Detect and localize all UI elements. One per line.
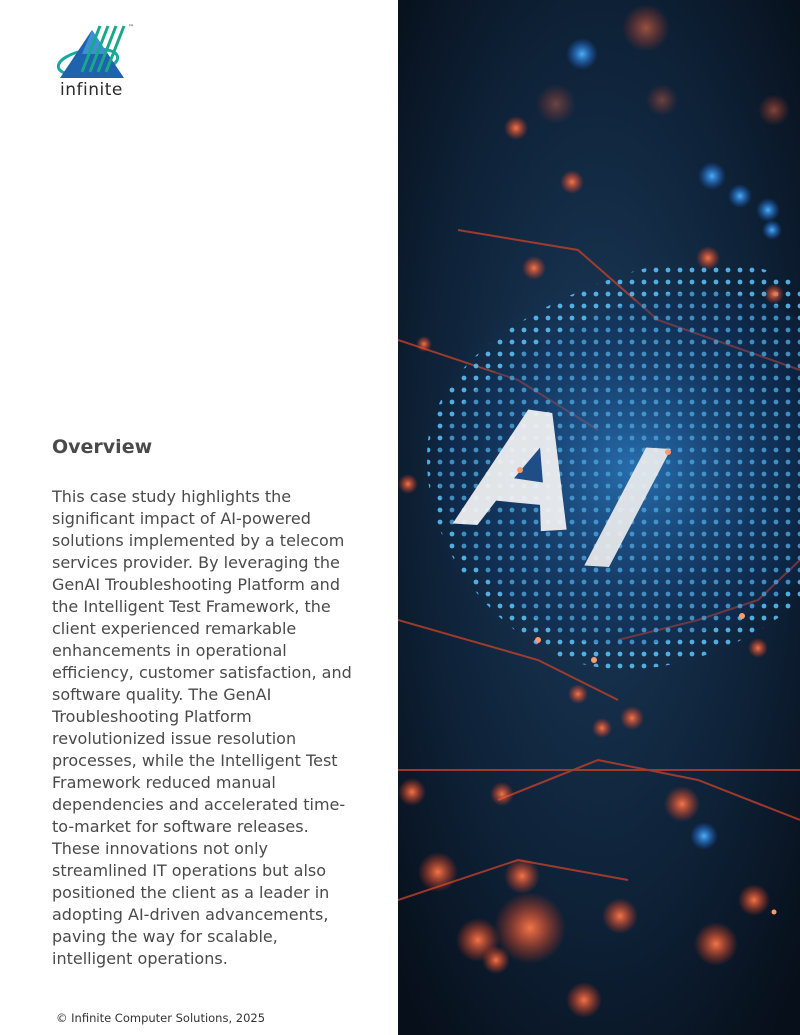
hero-ai-image: [398, 0, 800, 1035]
trademark-symbol: ™: [128, 24, 134, 31]
footer-copyright: © Infinite Computer Solutions, 2025: [56, 1011, 266, 1025]
content-panel: [0, 0, 398, 1035]
overview-heading: Overview: [52, 436, 153, 458]
overview-body: This case study highlights the significant impact of AI-powered solutions implemented by a telecom services provider. By leveraging the GenAI Troubleshooting Platform and the Intelligent Test Framework, the client experienced remarkable enhancements in operational efficiency, customer satisfaction, and software quality. The GenAI Troubleshooting Platform revolutionized issue resolution processes, while the Intelligent Test Framework reduced manual dependencies and accelerated time-to-market for software releases. These innovations not only streamlined IT operations but also positioned the client as a leader in adopting AI-driven advancements, paving the way for scalable, intelligent operations.: [52, 487, 352, 968]
hero-illustration: [398, 0, 800, 1035]
logo-wordmark: infinite: [60, 80, 123, 100]
